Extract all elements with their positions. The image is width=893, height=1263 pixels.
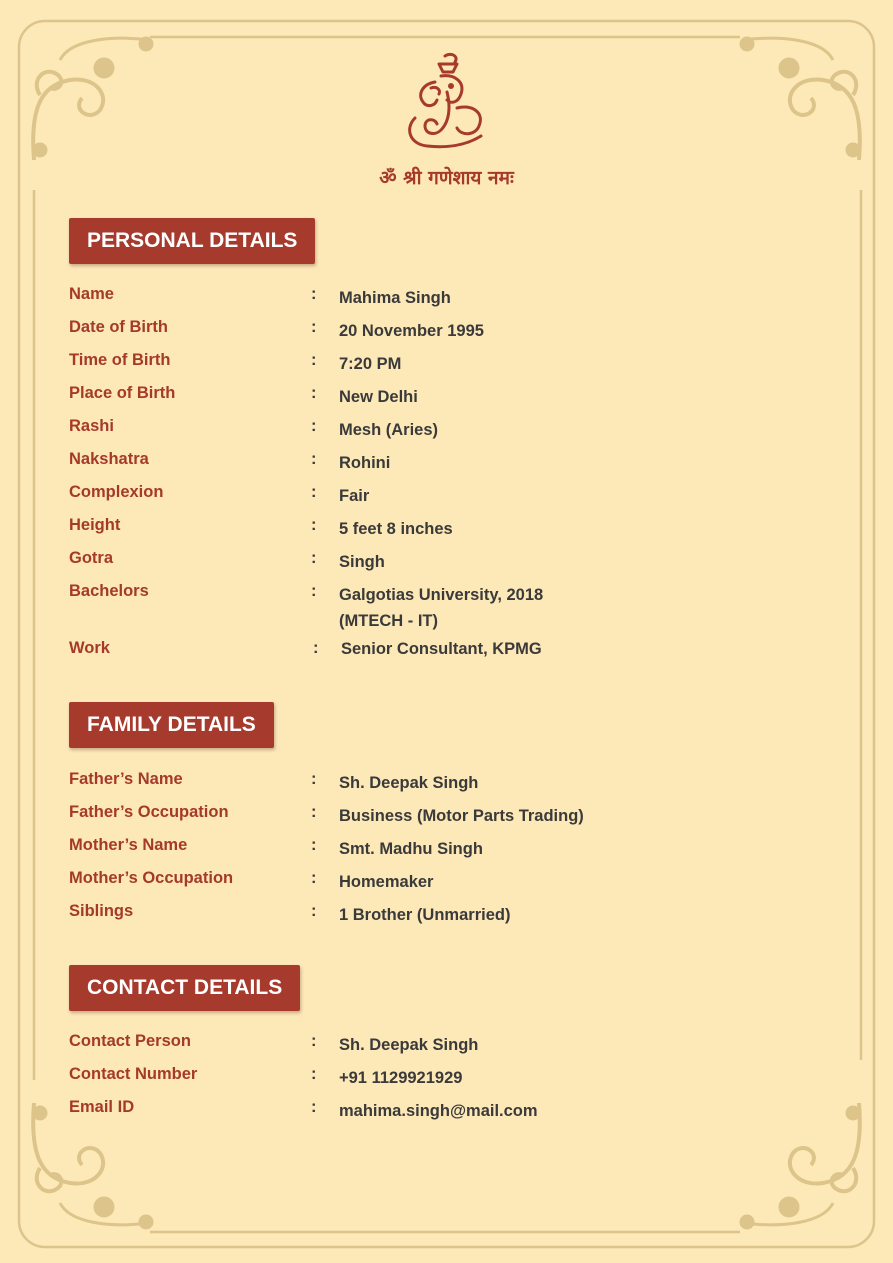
detail-value: +91 1129921929: [339, 1069, 463, 1087]
detail-label: Date of Birth: [69, 318, 168, 336]
separator: :: [311, 836, 317, 854]
detail-row: [0, 285, 893, 311]
personal-details-heading: PERSONAL DETAILS: [69, 218, 315, 264]
detail-row: [0, 417, 893, 443]
detail-row: [0, 639, 893, 665]
detail-row: [0, 1065, 893, 1091]
detail-row: [0, 836, 893, 862]
detail-value: Business (Motor Parts Trading): [339, 807, 584, 825]
detail-value: Senior Consultant, KPMG: [341, 640, 542, 658]
detail-value: 1 Brother (Unmarried): [339, 906, 511, 924]
detail-value: Mesh (Aries): [339, 421, 439, 439]
separator: :: [311, 1032, 317, 1050]
separator: :: [311, 770, 317, 788]
detail-label: Rashi: [69, 417, 114, 435]
separator: :: [311, 351, 317, 369]
separator: :: [311, 869, 317, 887]
separator: :: [311, 803, 317, 821]
ganesh-mantra: ॐ श्री गणेशाय नमः: [379, 167, 514, 189]
detail-value: New Delhi: [339, 388, 418, 406]
detail-label: Siblings: [69, 902, 134, 920]
detail-label: Complexion: [69, 483, 164, 501]
detail-value: 7:20 PM: [339, 355, 402, 373]
detail-value: Sh. Deepak Singh: [339, 1036, 479, 1054]
detail-row: [0, 516, 893, 542]
detail-label: Contact Person: [69, 1032, 191, 1050]
detail-row: [0, 869, 893, 895]
detail-label: Gotra: [69, 549, 114, 567]
detail-label: Contact Number: [69, 1065, 198, 1083]
separator: :: [311, 582, 317, 600]
detail-label: Mother’s Occupation: [69, 869, 234, 887]
detail-value: Fair: [339, 487, 370, 505]
separator: :: [311, 1065, 317, 1083]
separator: :: [311, 902, 317, 920]
detail-value: Sh. Deepak Singh: [339, 774, 479, 792]
detail-row: [0, 483, 893, 509]
detail-row: [0, 318, 893, 344]
detail-value: 20 November 1995: [339, 322, 484, 340]
detail-row: [0, 384, 893, 410]
separator: :: [311, 417, 317, 435]
detail-value: Mahima Singh: [339, 289, 451, 307]
detail-label: Height: [69, 516, 121, 534]
detail-value: Galgotias University, 2018: [339, 586, 544, 604]
detail-label: Bachelors: [69, 582, 149, 600]
contact-details-heading: CONTACT DETAILS: [69, 965, 300, 1011]
detail-row: [0, 1098, 893, 1124]
email-link[interactable]: mahima.singh@mail.com: [339, 1102, 538, 1120]
separator: :: [311, 384, 317, 402]
separator: :: [313, 639, 319, 657]
detail-row: [0, 770, 893, 796]
detail-value: Rohini: [339, 454, 391, 472]
detail-row: [0, 549, 893, 575]
detail-label: Name: [69, 285, 114, 303]
detail-value: Singh: [339, 553, 385, 571]
detail-value: 5 feet 8 inches: [339, 520, 453, 538]
detail-label: Email ID: [69, 1098, 135, 1116]
detail-row: [0, 450, 893, 476]
separator: :: [311, 318, 317, 336]
family-details-heading: FAMILY DETAILS: [69, 702, 274, 748]
detail-row: [0, 1032, 893, 1058]
detail-row: [0, 582, 893, 636]
separator: :: [311, 285, 317, 303]
separator: :: [311, 450, 317, 468]
detail-label: Work: [69, 639, 110, 657]
separator: :: [311, 1098, 317, 1116]
ganesha-icon: [395, 48, 495, 158]
detail-label: Nakshatra: [69, 450, 149, 468]
detail-value: Smt. Madhu Singh: [339, 840, 483, 858]
separator: :: [311, 483, 317, 501]
detail-label: Mother’s Name: [69, 836, 188, 854]
separator: :: [311, 516, 317, 534]
detail-value-line2: (MTECH - IT): [339, 612, 438, 630]
detail-label: Father’s Name: [69, 770, 183, 788]
detail-row: [0, 902, 893, 928]
detail-label: Place of Birth: [69, 384, 176, 402]
detail-row: [0, 351, 893, 377]
separator: :: [311, 549, 317, 567]
detail-label: Time of Birth: [69, 351, 171, 369]
detail-value: Homemaker: [339, 873, 434, 891]
detail-label: Father’s Occupation: [69, 803, 229, 821]
detail-row: [0, 803, 893, 829]
